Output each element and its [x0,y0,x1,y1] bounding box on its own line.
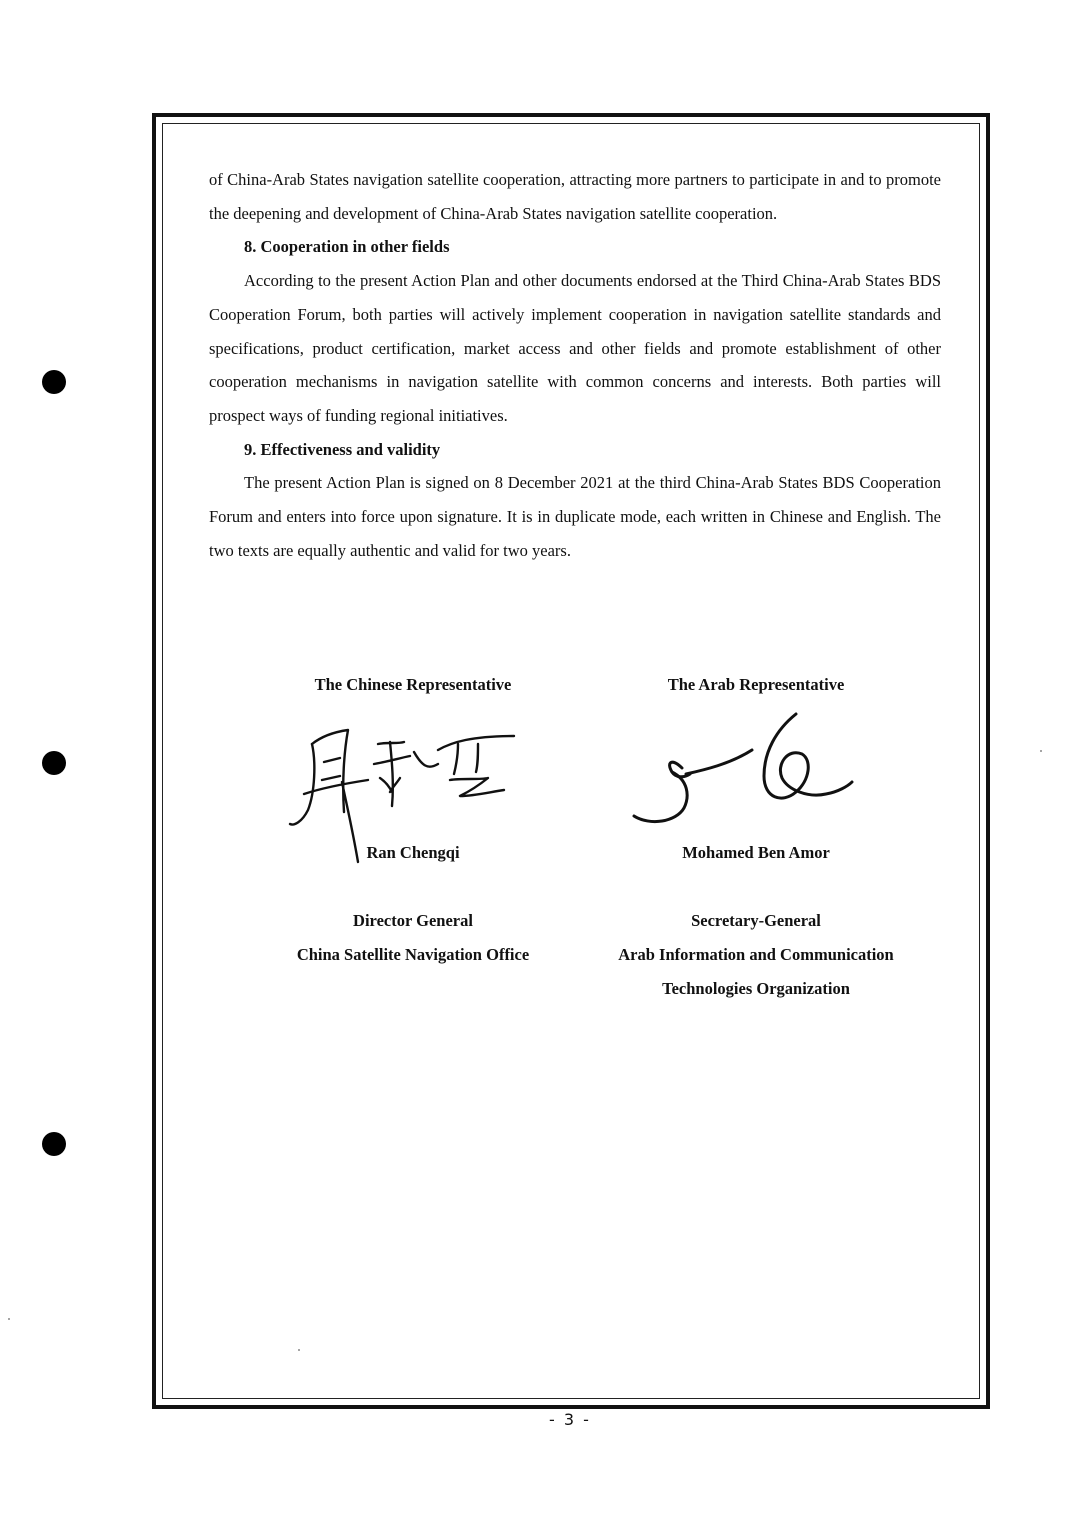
arab-representative-position: Secretary-General [691,911,821,930]
punch-hole [42,1132,66,1156]
scan-speck [8,1318,10,1320]
section-heading-9: 9. Effectiveness and validity [244,439,441,459]
arab-representative-organization-line2: Technologies Organization [662,979,850,998]
chinese-representative-title: The Chinese Representative [314,675,512,694]
punch-hole [42,751,66,775]
arab-representative-name: Mohamed Ben Amor [682,843,830,862]
section-heading-8: 8. Cooperation in other fields [244,237,450,257]
chinese-signature [282,722,522,867]
chinese-representative-name: Ran Chengqi [366,843,460,862]
punch-hole [42,370,66,394]
chinese-representative-organization: China Satellite Navigation Office [296,945,530,964]
arab-representative-title: The Arab Representative [667,675,845,694]
paragraph-continuation: of China-Arab States navigation satellite cooperation, attracting more partners to participate in and to promote the deepening and development of China-Arab States navigation satellite cooperation. [209,170,941,223]
scan-speck [1040,750,1042,752]
arab-representative-organization-line1: Arab Information and Communication [618,945,894,964]
arab-signature [626,706,866,836]
paragraph-section-8: According to the present Action Plan and other documents endorsed at the Third China-Arab States BDS Cooperation Forum, both parties will actively implement cooperation in navigation satellite standards and specifications, product certification, market access and other fields and promote establishment of other cooperation mechanisms in navigation satellite with common concerns and interests. Both parties will prospect ways of funding regional initiatives. [209,271,941,425]
document-body [209,163,941,567]
page-number: - 3 - [549,1410,591,1429]
chinese-representative-position: Director General [353,911,473,930]
paragraph-section-9: The present Action Plan is signed on 8 December 2021 at the third China-Arab States BDS Cooperation Forum and enters into force upon signature. It is in duplicate mode, each written in Chinese and English. The two texts are equally authentic and valid for two years. [209,473,941,560]
